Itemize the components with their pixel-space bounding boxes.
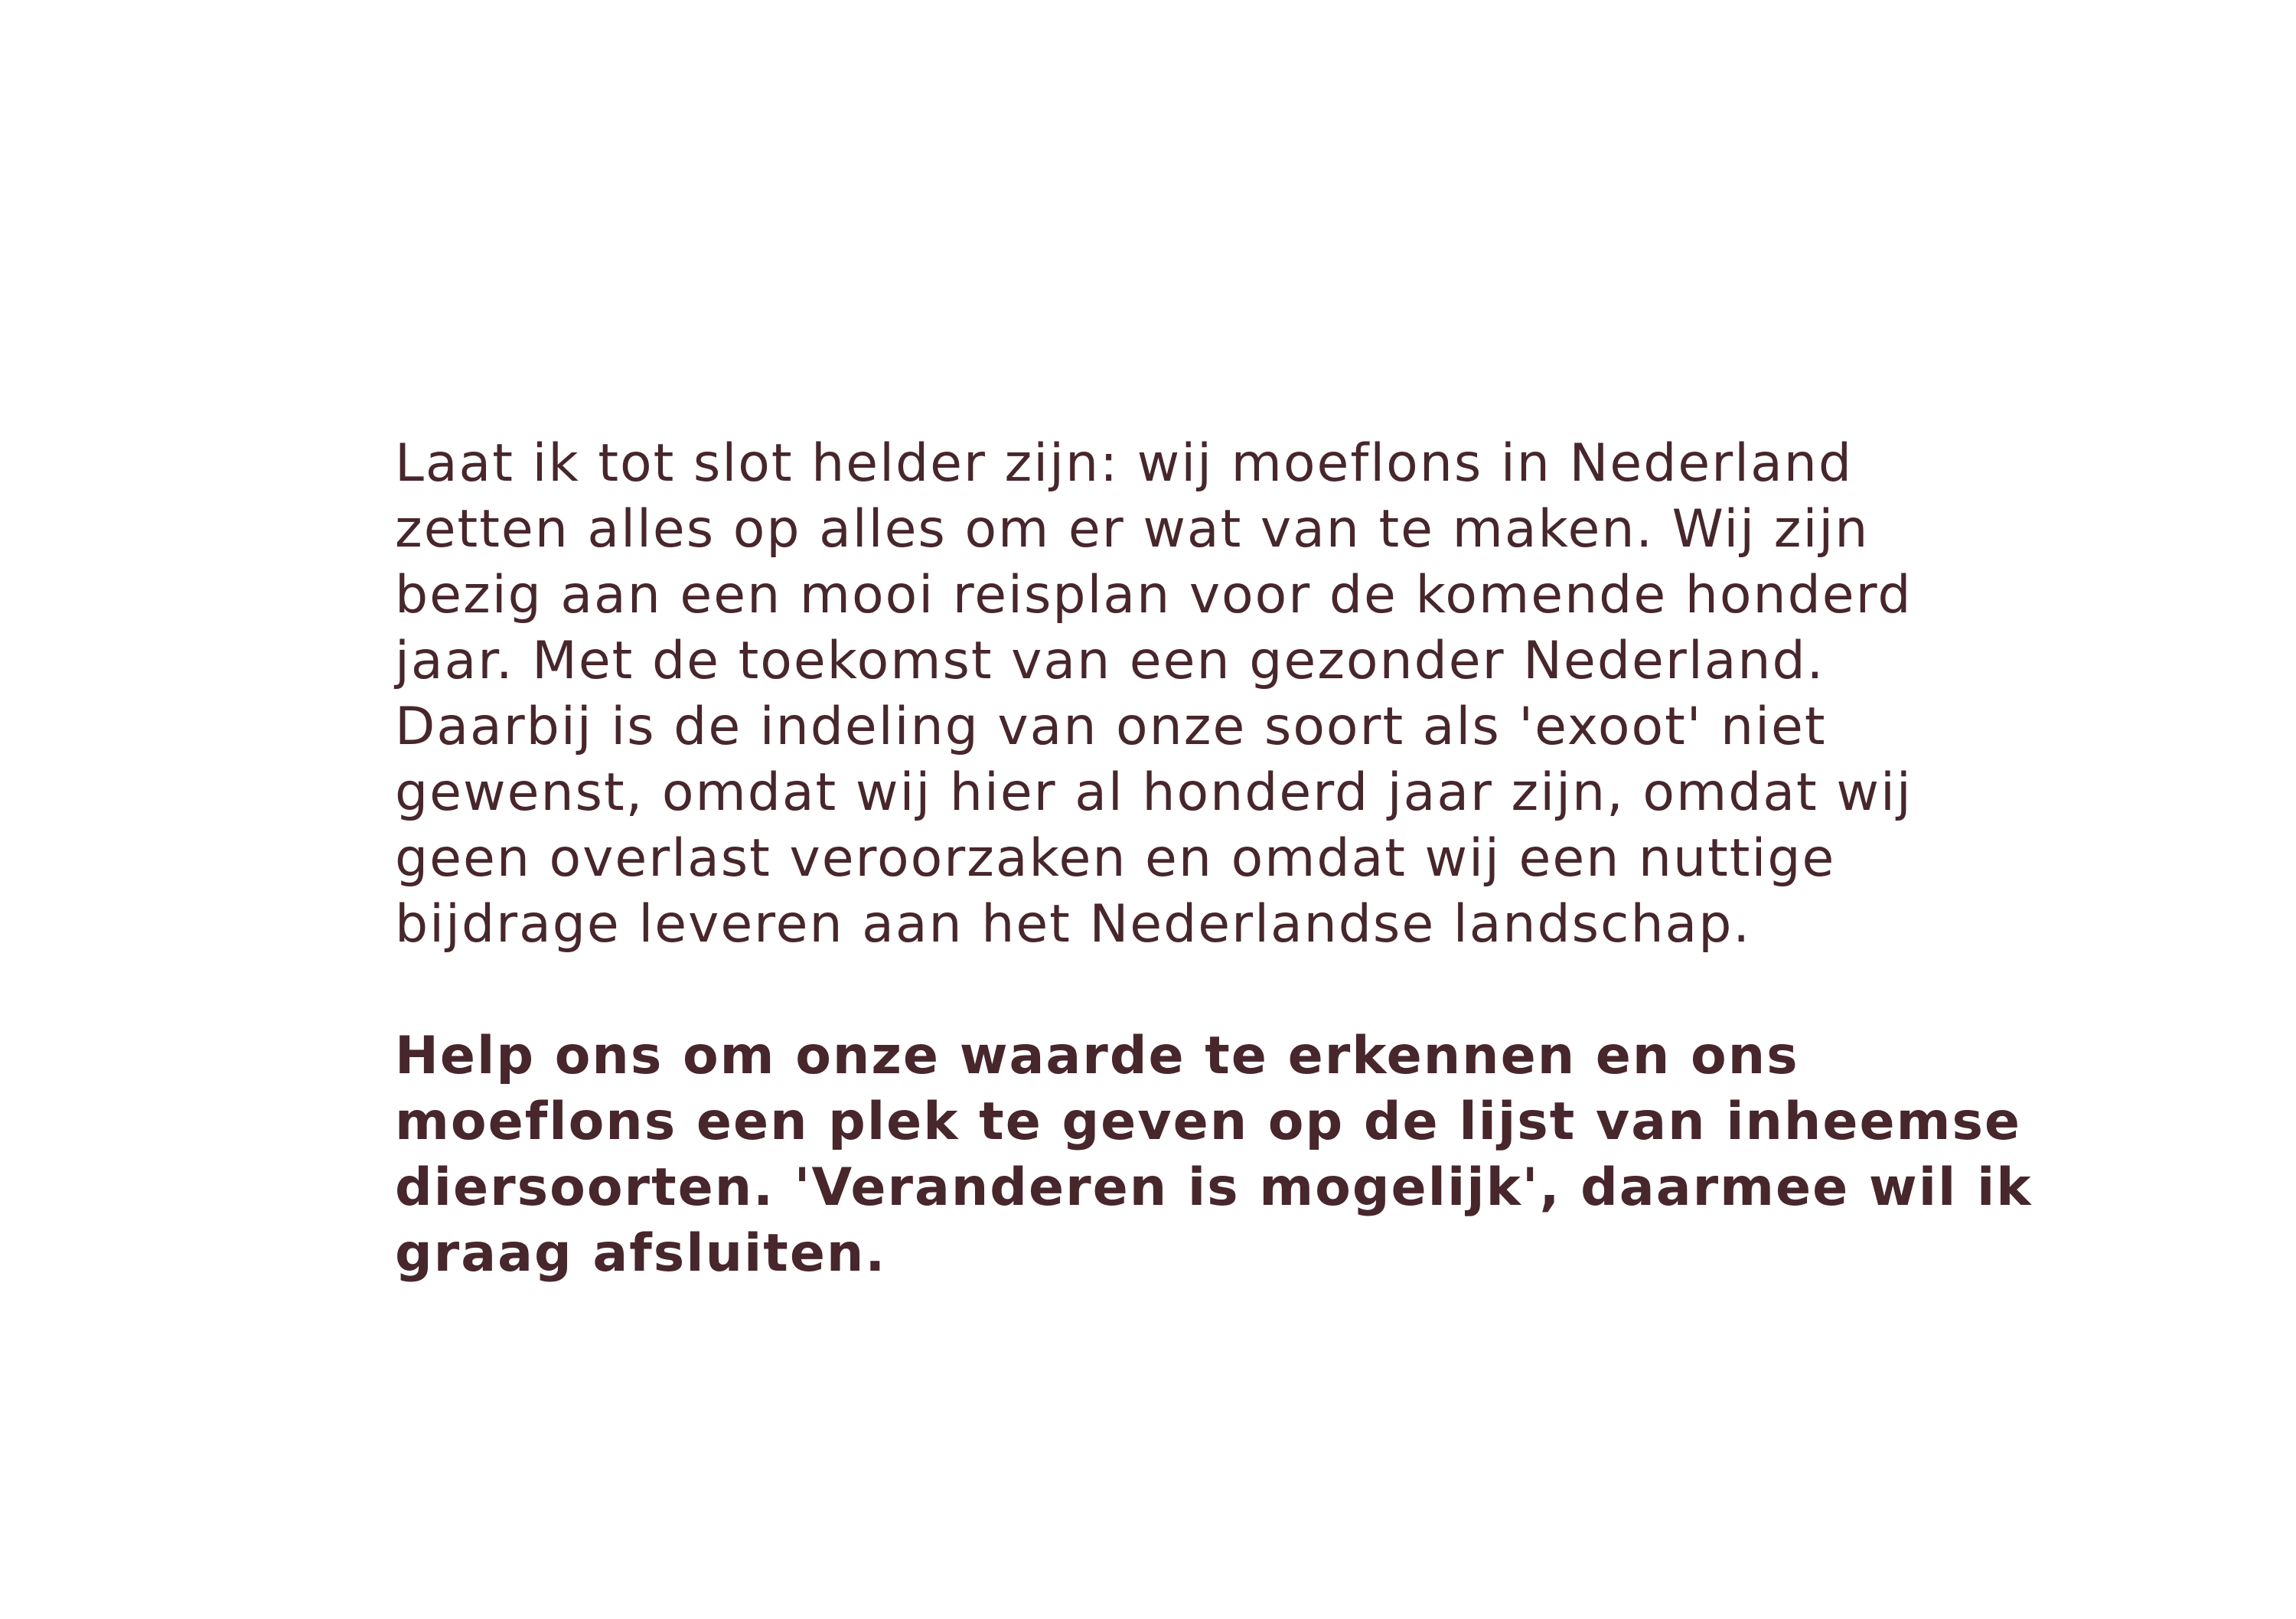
text-line: diersoorten. 'Veranderen is mogelijk', daarmee wil ik: [395, 1157, 2033, 1218]
text-line: Daarbij is de indeling van onze soort als 'exoot' niet: [395, 697, 1827, 757]
text-line: bijdrage leveren aan het Nederlandse landschap.: [395, 894, 1751, 955]
text-line: moeflons een plek te geven op de lijst van inheemse: [395, 1092, 2022, 1152]
paragraph-bold-call-to-action: [395, 1023, 2155, 1287]
text-line: jaar. Met de toekomst van een gezonder Nederland.: [395, 631, 1825, 691]
document-body: [395, 431, 2155, 1287]
paragraph-regular: [395, 431, 2155, 958]
text-line: graag afsluiten.: [395, 1223, 887, 1284]
text-line: Help ons om onze waarde te erkennen en ons: [395, 1026, 1799, 1086]
text-line: zetten alles op alles om er wat van te maken. Wij zijn: [395, 499, 1870, 560]
text-line: gewenst, omdat wij hier al honderd jaar zijn, omdat wij: [395, 762, 1913, 823]
text-line: Laat ik tot slot helder zijn: wij moeflons in Nederland: [395, 433, 1853, 494]
text-line: bezig aan een mooi reisplan voor de komende honderd: [395, 565, 1913, 625]
text-line: geen overlast veroorzaken en omdat wij een nuttige: [395, 828, 1836, 889]
